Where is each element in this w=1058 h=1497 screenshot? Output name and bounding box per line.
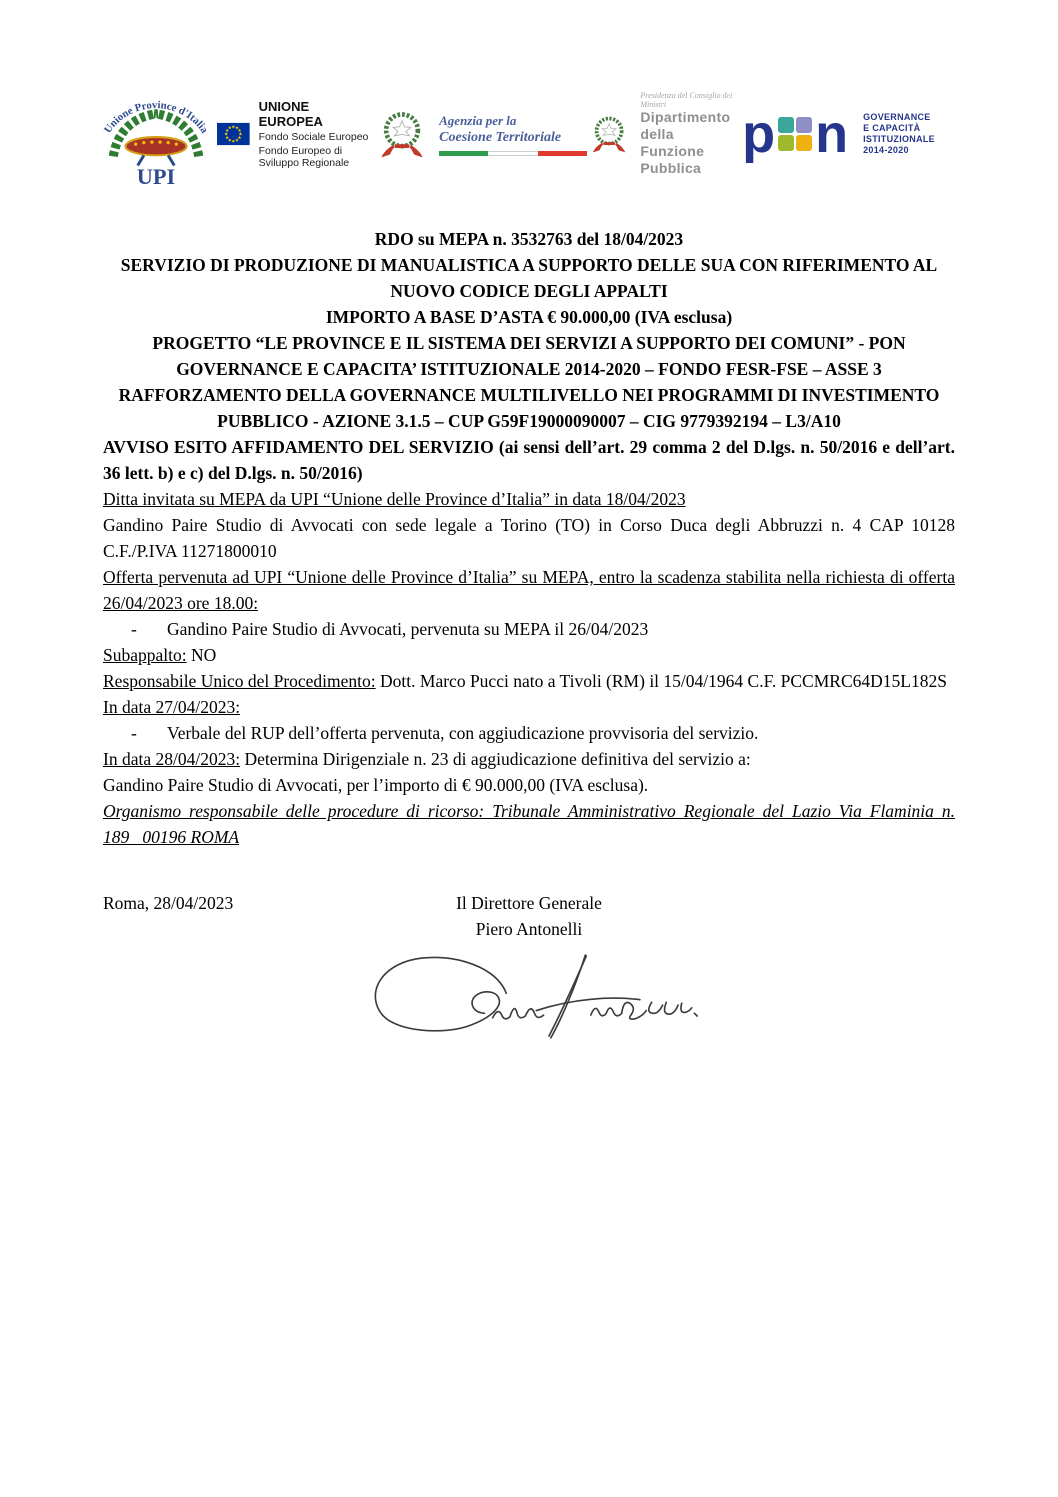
pon-governance-logo	[742, 104, 935, 164]
invited-company-details: Gandino Paire Studio di Avvocati con sede legale a Torino (TO) in Corso Duca degli Abbruzzi n. 4 CAP 10128 C.F./P.IVA 11271800010	[103, 515, 955, 561]
italy-emblem-icon	[587, 104, 631, 164]
pon-brand-icon	[742, 104, 849, 164]
pon-text4: 2014-2020	[863, 145, 909, 155]
agenzia-line2: Coesione Territoriale	[439, 130, 562, 145]
pon-letter-p: p	[742, 104, 776, 164]
signature-block	[103, 890, 955, 942]
presidenza-script-line: Presidenza del Consiglio dei Ministri	[640, 91, 733, 109]
dipartimento-line1: Dipartimento della	[640, 109, 731, 142]
document-body	[103, 226, 955, 1053]
upi-acronym: UPI	[136, 163, 176, 189]
date28-text: Determina Dirigenziale n. 23 di aggiudicazione definitiva del servizio a:	[244, 749, 751, 769]
appeal-body-paragraph	[103, 798, 955, 850]
bullet-dash: -	[131, 619, 137, 639]
invited-company-paragraph	[103, 486, 955, 564]
bullet-dash: -	[131, 723, 137, 743]
offer-received-paragraph	[103, 564, 955, 616]
signer-title: Il Direttore Generale	[456, 893, 602, 913]
header-logos	[95, 76, 935, 192]
upi-logo	[95, 77, 217, 191]
project-description: PROGETTO “LE PROVINCE E IL SISTEMA DEI SERVIZI A SUPPORTO DEI COMUNI” - PON GOVERNANCE E CAPACITA’ ISTITUZIONALE 2014-2020 – FONDO FESR-FSE – ASSE 3 RAFFORZAMENTO DELLA GOVERNANCE MULTILIVELLO NEI PROGRAMMI DI INVESTIMENTO PUBBLICO - AZIONE 3.1.5 – CUP G59F19000090007 – CIG 9779392194 – L3/A10	[118, 333, 940, 431]
eu-flag-icon	[217, 117, 250, 151]
offer-bullet-item	[103, 616, 955, 642]
funzione-pubblica-logo	[587, 91, 742, 177]
eu-line2: Fondo Europeo di Sviluppo Regionale	[258, 145, 350, 169]
rup-value: Dott. Marco Pucci nato a Tivoli (RM) il 15/04/1964 C.F. PCCMRC64D15L182S	[380, 671, 947, 691]
date28-paragraph	[103, 746, 955, 798]
dipartimento-line2: Funzione Pubblica	[640, 143, 705, 176]
offer-received-heading: Offerta pervenuta ad UPI “Unione delle Province d’Italia” su MEPA, entro la scadenza stabilita nella richiesta di offerta 26/04/2023 ore 18.00:	[103, 567, 955, 613]
notice-heading: AVVISO ESITO AFFIDAMENTO DEL SERVIZIO (ai sensi dell’art. 29 comma 2 del D.lgs. n. 50/2016 e dell’art. 36 lett. b) e c) del D.lgs. n. 50/2016)	[103, 437, 955, 483]
place-and-date: Roma, 28/04/2023	[103, 893, 234, 913]
date27-bullet-text: Verbale del RUP dell’offerta pervenuta, con aggiudicazione provvisoria del servizio.	[167, 723, 759, 743]
service-subject: SERVIZIO DI PRODUZIONE DI MANUALISTICA A SUPPORTO DELLE SUA CON RIFERIMENTO AL NUOVO CODICE DEGLI APPALTI	[120, 255, 938, 301]
tricolor-bar	[439, 151, 587, 156]
date28-label: In data 28/04/2023:	[103, 749, 241, 769]
invited-company-heading: Ditta invitata su MEPA da UPI “Unione delle Province d’Italia” in data 18/04/2023	[103, 489, 686, 509]
pon-text2: E CAPACITÀ	[863, 123, 921, 133]
eu-line1: Fondo Sociale Europeo	[258, 131, 369, 143]
signer-name: Piero Antonelli	[475, 919, 583, 939]
appeal-body-text: Organismo responsabile delle procedure di ricorso: Tribunale Amministrativo Regionale del Lazio Via Flaminia n. 189 00196 ROMA	[103, 801, 955, 847]
agenzia-line1: Agenzia per la	[439, 113, 517, 128]
svg-text:Unione Province d'Italia	[102, 99, 211, 136]
pon-squares-icon	[778, 117, 812, 151]
eu-logo	[217, 99, 374, 169]
date27-paragraph	[103, 694, 955, 720]
base-amount: IMPORTO A BASE D’ASTA € 90.000,00 (IVA esclusa)	[325, 307, 733, 327]
subcontract-value: NO	[190, 645, 217, 665]
date27-label: In data 27/04/2023:	[103, 697, 241, 717]
handwritten-signature	[103, 946, 955, 1053]
rdo-title: RDO su MEPA n. 3532763 del 18/04/2023	[374, 229, 684, 249]
date27-bullet-item	[103, 720, 955, 746]
upi-emblem-icon	[95, 77, 217, 191]
subcontract-label: Subappalto:	[103, 645, 187, 665]
date28-text2: Gandino Paire Studio di Avvocati, per l’importo di € 90.000,00 (IVA esclusa).	[103, 775, 649, 795]
upi-arc-text: Unione Province d'Italia	[101, 99, 211, 136]
signature-icon	[344, 946, 714, 1046]
pon-text3: ISTITUZIONALE	[863, 134, 935, 144]
offer-bullet-text: Gandino Paire Studio di Avvocati, pervenuta su MEPA il 26/04/2023	[167, 619, 649, 639]
eu-title: UNIONE EUROPEA	[258, 99, 323, 129]
pon-text1: GOVERNANCE	[863, 112, 931, 122]
pon-letter-n: n	[815, 104, 849, 164]
rup-paragraph	[103, 668, 955, 694]
subcontract-paragraph	[103, 642, 955, 668]
agenzia-coesione-logo	[374, 104, 587, 164]
italy-emblem-icon	[374, 104, 430, 164]
rup-label: Responsabile Unico del Procedimento:	[103, 671, 376, 691]
